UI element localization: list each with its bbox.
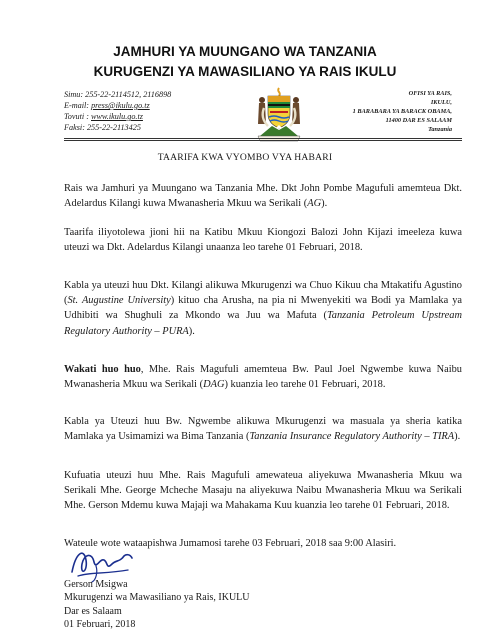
signer-name: Gerson Msigwa [64, 579, 128, 590]
text-run: Kufuatia uteuzi huu Mhe. Rais Magufuli amewateua aliyekuwa Mwanasheria Mkuu wa Serikali Mhe. George Mcheche Masaju na aliyekuwa Naibu Mwanasheria Mkuu wa Serikali Mhe. Gerson Mdemu kuwa Majaji wa Mahakama Kuu kuanzia leo tarehe 01 Februari, 2018. [64, 470, 462, 512]
text-run: , Mhe. Rais Magufuli amemteua Bw. Paul Joel Ngwembe kuwa Naibu Mwanasheria Mkuu wa Serikali ( [64, 364, 462, 391]
text-run: ). [321, 198, 328, 210]
office-line: 1 BARABARA YA BARACK OBAMA, [352, 108, 452, 115]
office-address-block [353, 89, 452, 134]
signer-place: Dar es Salaam [64, 605, 122, 617]
contact-email-label: E-mail: [64, 101, 92, 110]
header-divider [64, 140, 462, 141]
office-line: 11400 DAR ES SALAAM [385, 117, 452, 124]
text-run-italic: Tanzania Petroleum Upstream Regulatory Authority – PURA [64, 310, 462, 337]
tanzania-coat-of-arms-icon [254, 86, 304, 142]
text-run: ). [188, 325, 195, 337]
text-run-italic: Tanzania Insurance Regulatory Authority – TIRA [249, 431, 455, 443]
text-run: ) kuanzia leo tarehe 01 Februari, 2018. [224, 379, 386, 391]
office-line: IKULU, [430, 99, 452, 106]
text-run: Wateule wote wataapishwa Jumamosi tarehe 03 Februari, 2018 saa 9:00 Alasiri. [64, 538, 397, 549]
contact-website-label: Tovuti : [64, 112, 91, 121]
contact-phone: Simu: 255-22-2114512, 2116898 [64, 90, 172, 99]
paragraph [64, 468, 462, 514]
header-line-directorate: KURUGENZI YA MAWASILIANO YA RAIS IKULU [93, 64, 397, 79]
text-run-italic: DAG [203, 379, 225, 391]
text-run: Taarifa iliyotolewa jioni hii na Katibu Mkuu Kiongozi Balozi John Kijazi imeeleza kuwa uteuzi wa Dkt. Adelardus Kilangi unaanza leo tarehe 01 Februari, 2018. [64, 227, 462, 254]
text-run: Kabla ya Uteuzi huu Bw. Ngwembe alikuwa Mkurugenzi wa masuala ya sheria katika Mamlaka ya Usimamizi wa Bima Tanzania ( [64, 416, 462, 443]
text-run-italic: AG [307, 198, 322, 210]
text-run: ) kituo cha Arusha, na pia ni Mwenyekiti wa Bodi ya Mamlaka ya Udhibiti wa Shughuli za Mkondo wa Juu wa Mafuta ( [64, 295, 462, 322]
paragraph [64, 278, 462, 339]
contact-fax: Faksi: 255-22-2113425 [64, 123, 141, 132]
paragraph [64, 414, 462, 444]
office-line: Tanzania [428, 126, 452, 133]
office-line: OFISI YA RAIS, [408, 90, 452, 97]
contact-email-link[interactable]: press@ikulu.go.tz [91, 101, 150, 110]
contact-block [64, 89, 171, 133]
contact-website-link[interactable]: www.ikulu.go.tz [91, 112, 143, 121]
paragraph [64, 181, 462, 211]
text-run: Kabla ya uteuzi huu Dkt. Kilangi alikuwa Mkurugenzi wa Chuo Kikuu cha Mtakatifu Agustino ( [64, 280, 462, 307]
contact-website-line [64, 111, 171, 122]
text-run: Rais wa Jamhuri ya Muungano wa Tanzania Mhe. Dkt John Pombe Magufuli amemteua Dkt. Adelardus Kilangi kuwa Mwanasheria Mkuu wa Serikali ( [64, 183, 462, 210]
signer-role: Mkurugenzi wa Mawasiliano ya Rais, IKULU [64, 592, 250, 604]
document-title: TAARIFA KWA VYOMBO VYA HABARI [157, 152, 333, 163]
paragraph [64, 362, 462, 392]
contact-email-line [64, 100, 171, 111]
text-run-italic: St. Augustine University [67, 295, 171, 307]
header-divider [64, 138, 462, 139]
signer-date: 01 Februari, 2018 [64, 619, 136, 631]
paragraph [64, 225, 462, 255]
text-run: ). [454, 431, 461, 443]
signature-block [64, 578, 250, 632]
text-run-bold: Wakati huo huo [64, 364, 141, 375]
header-line-republic: JAMHURI YA MUUNGANO WA TANZANIA [113, 44, 377, 59]
